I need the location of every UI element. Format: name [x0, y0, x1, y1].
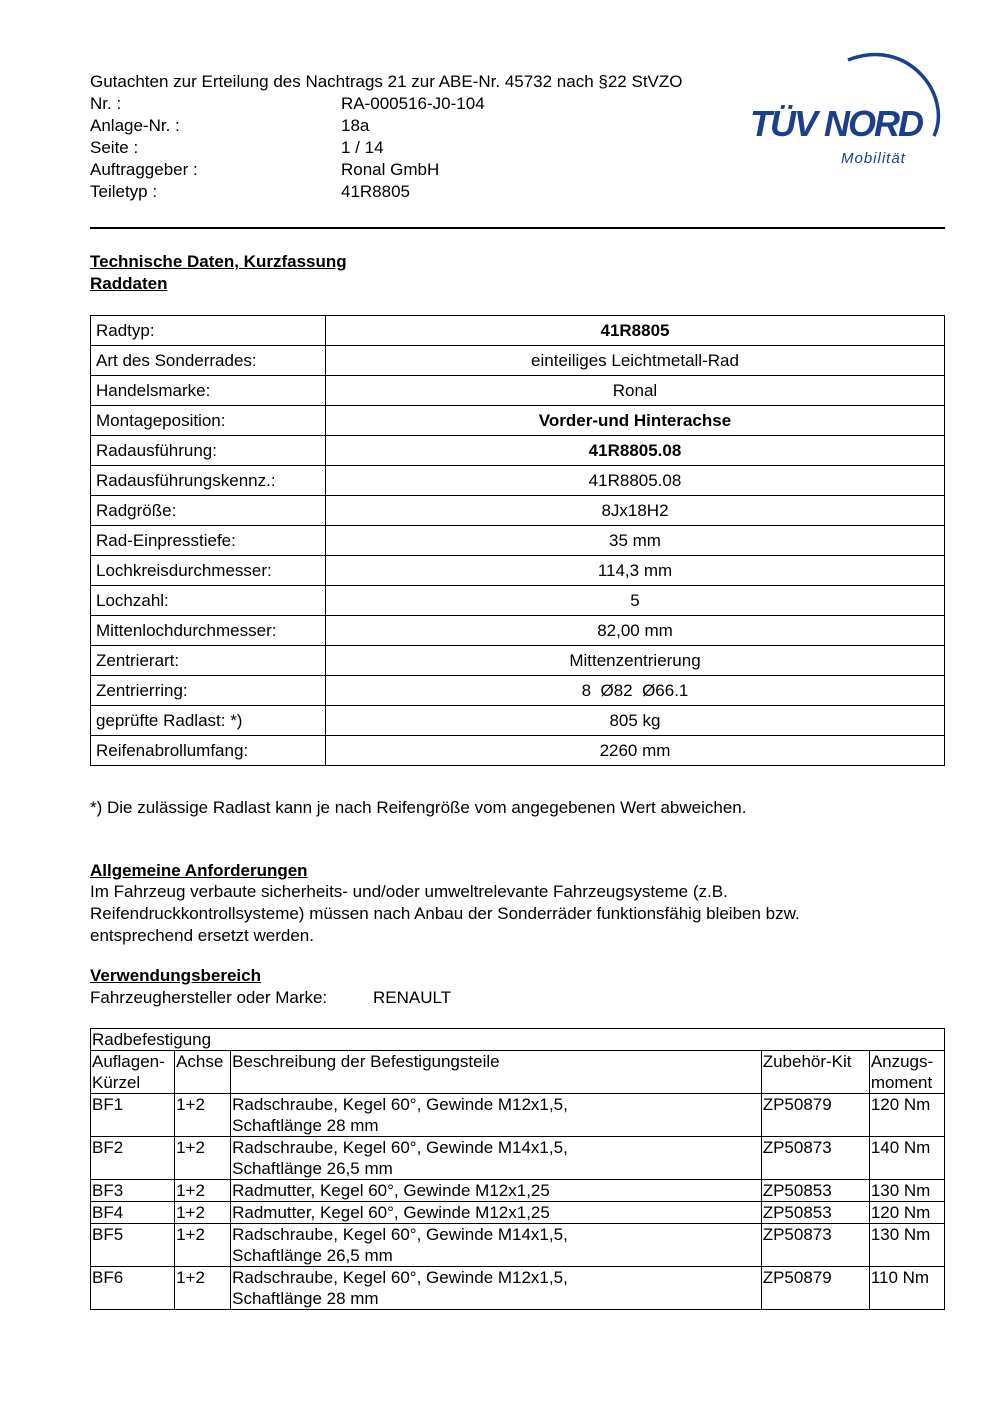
header-field-value: RA-000516-J0-104	[341, 94, 485, 113]
fixing-row	[91, 1224, 945, 1267]
fixing-description	[231, 1224, 762, 1267]
wheel-data-row	[91, 646, 945, 676]
fixing-row	[91, 1094, 945, 1137]
wheel-data-row	[91, 436, 945, 466]
wheel-data-label: Handelsmarke:	[91, 376, 326, 406]
fixing-description-line: Schaftlänge 28 mm	[232, 1116, 379, 1135]
header-field-label: Auftraggeber :	[90, 160, 198, 179]
wheel-data-value: 5	[326, 586, 945, 616]
wheel-data-row	[91, 706, 945, 736]
requirements-line: Reifendruckkontrollsysteme) müssen nach Anbau der Sonderräder funktionsfähig bleiben bzw.	[90, 904, 800, 923]
wheel-data-value: 82,00 mm	[326, 616, 945, 646]
fixing-row	[91, 1137, 945, 1180]
fixing-column-header	[231, 1051, 762, 1094]
wheel-data-value: Mittenzentrierung	[326, 646, 945, 676]
header-field-value: Ronal GmbH	[341, 160, 440, 179]
wheel-data-value: 8Jx18H2	[326, 496, 945, 526]
wheel-data-label: Rad-Einpresstiefe:	[91, 526, 326, 556]
logo-tagline: Mobilität	[841, 150, 906, 167]
fixing-column-header	[869, 1051, 944, 1094]
wheel-data-row	[91, 526, 945, 556]
requirements-text	[90, 881, 800, 947]
fixing-description	[231, 1094, 762, 1137]
fixing-column-header-line: Achse	[176, 1052, 224, 1071]
wheel-data-value: 8 Ø82 Ø66.1	[326, 676, 945, 706]
fixing-row	[91, 1267, 945, 1310]
header-field-label: Seite :	[90, 138, 139, 157]
header-field-label: Teiletyp :	[90, 182, 158, 201]
fixing-column-header-line: Beschreibung der Befestigungsteile	[232, 1052, 500, 1071]
document-header	[90, 71, 683, 203]
wheel-data-label: Zentrierart:	[91, 646, 326, 676]
wheel-data-value: 2260 mm	[326, 736, 945, 766]
wheel-data-label: Radtyp:	[91, 316, 326, 346]
fixing-column-header-line: Zubehör-Kit	[762, 1052, 852, 1071]
wheel-data-row	[91, 556, 945, 586]
requirements-line: entsprechend ersetzt werden.	[90, 926, 314, 945]
fixing-axle: 1+2	[175, 1202, 231, 1224]
wheel-data-value: 41R8805.08	[326, 436, 945, 466]
fixing-description-line: Radschraube, Kegel 60°, Gewinde M12x1,5,	[232, 1268, 568, 1287]
header-field-label: Nr. :	[90, 94, 122, 113]
fixing-column-header-line: Auflagen-	[92, 1052, 165, 1071]
fixing-description-line: Radschraube, Kegel 60°, Gewinde M14x1,5,	[232, 1138, 568, 1157]
wheel-data-table	[90, 315, 945, 766]
fixing-description-line: Radschraube, Kegel 60°, Gewinde M14x1,5,	[232, 1225, 568, 1244]
fixing-torque: 120 Nm	[869, 1202, 944, 1224]
tuv-nord-logo	[748, 46, 948, 176]
wheel-data-row	[91, 616, 945, 646]
fixing-kit: ZP50879	[761, 1267, 869, 1310]
fixing-column-header-line: Anzugs-	[870, 1052, 934, 1071]
wheel-data-value: Ronal	[326, 376, 945, 406]
wheel-data-label: Radausführung:	[91, 436, 326, 466]
fixing-axle: 1+2	[175, 1267, 231, 1310]
footnote: *) Die zulässige Radlast kann je nach Reifengröße vom angegebenen Wert abweichen.	[90, 798, 747, 817]
wheel-data-label: Zentrierring:	[91, 676, 326, 706]
fixing-description	[231, 1137, 762, 1180]
fixing-description-line: Schaftlänge 26,5 mm	[232, 1246, 393, 1265]
requirements-heading: Allgemeine Anforderungen	[90, 861, 308, 880]
header-field	[90, 137, 683, 159]
fixing-column-header-line: Kürzel	[92, 1073, 141, 1092]
wheel-data-row	[91, 376, 945, 406]
wheel-fixing-table	[90, 1028, 945, 1310]
fixing-header-row	[91, 1051, 945, 1094]
wheel-data-label: geprüfte Radlast: *)	[91, 706, 326, 736]
wheel-data-value: 41R8805	[326, 316, 945, 346]
fixing-description-line: Radmutter, Kegel 60°, Gewinde M12x1,25	[232, 1203, 550, 1222]
header-field-label: Anlage-Nr. :	[90, 116, 180, 135]
fixing-kit: ZP50873	[761, 1137, 869, 1180]
wheel-data-row	[91, 496, 945, 526]
header-divider	[90, 227, 945, 229]
wheel-data-label: Radausführungskennz.:	[91, 466, 326, 496]
wheel-data-value: Vorder-und Hinterachse	[326, 406, 945, 436]
header-field-value: 1 / 14	[341, 138, 384, 157]
fixing-description	[231, 1202, 762, 1224]
header-field	[90, 181, 683, 203]
fixing-torque: 110 Nm	[869, 1267, 944, 1310]
fixing-description-line: Schaftlänge 26,5 mm	[232, 1159, 393, 1178]
fixing-description	[231, 1267, 762, 1310]
fixing-code: BF2	[91, 1137, 175, 1180]
fixing-axle: 1+2	[175, 1180, 231, 1202]
fixing-description-line: Radmutter, Kegel 60°, Gewinde M12x1,25	[232, 1181, 550, 1200]
section-heading-tech: Technische Daten, Kurzfassung	[90, 252, 347, 271]
header-field	[90, 115, 683, 137]
header-field-value: 18a	[341, 116, 370, 135]
fixing-kit: ZP50879	[761, 1094, 869, 1137]
fixing-code: BF4	[91, 1202, 175, 1224]
fixing-axle: 1+2	[175, 1137, 231, 1180]
fixing-torque: 120 Nm	[869, 1094, 944, 1137]
fixing-kit: ZP50873	[761, 1224, 869, 1267]
fixing-description	[231, 1180, 762, 1202]
fixing-column-header	[91, 1051, 175, 1094]
wheel-data-label: Lochzahl:	[91, 586, 326, 616]
fixing-column-header-line: moment	[870, 1073, 933, 1092]
requirements-line: Im Fahrzeug verbaute sicherheits- und/oder umweltrelevante Fahrzeugsysteme (z.B.	[90, 882, 728, 901]
fixing-code: BF3	[91, 1180, 175, 1202]
wheel-data-value: einteiliges Leichtmetall-Rad	[326, 346, 945, 376]
usage-heading: Verwendungsbereich	[90, 966, 261, 985]
logo-brand-text: TÜV NORD	[750, 103, 922, 144]
fixing-torque: 130 Nm	[869, 1224, 944, 1267]
fixing-table-title: Radbefestigung	[91, 1029, 945, 1051]
fixing-column-header	[175, 1051, 231, 1094]
fixing-row	[91, 1202, 945, 1224]
fixing-kit: ZP50853	[761, 1180, 869, 1202]
wheel-data-label: Art des Sonderrades:	[91, 346, 326, 376]
usage-manufacturer	[90, 987, 451, 1009]
fixing-code: BF6	[91, 1267, 175, 1310]
fixing-torque: 140 Nm	[869, 1137, 944, 1180]
header-field	[90, 93, 683, 115]
wheel-data-row	[91, 466, 945, 496]
wheel-data-label: Radgröße:	[91, 496, 326, 526]
wheel-data-value: 114,3 mm	[326, 556, 945, 586]
wheel-data-row	[91, 736, 945, 766]
wheel-data-label: Lochkreisdurchmesser:	[91, 556, 326, 586]
fixing-torque: 130 Nm	[869, 1180, 944, 1202]
wheel-data-row	[91, 346, 945, 376]
document-title: Gutachten zur Erteilung des Nachtrags 21 zur ABE-Nr. 45732 nach §22 StVZO	[90, 72, 683, 91]
wheel-data-row	[91, 406, 945, 436]
wheel-data-label: Reifenabrollumfang:	[91, 736, 326, 766]
wheel-data-value: 35 mm	[326, 526, 945, 556]
usage-label: Fahrzeughersteller oder Marke:	[90, 988, 328, 1007]
fixing-description-line: Schaftlänge 28 mm	[232, 1289, 379, 1308]
header-field	[90, 159, 683, 181]
usage-value: RENAULT	[373, 988, 452, 1007]
fixing-column-header	[761, 1051, 869, 1094]
fixing-code: BF1	[91, 1094, 175, 1137]
wheel-data-value: 805 kg	[326, 706, 945, 736]
header-field-value: 41R8805	[341, 182, 411, 201]
wheel-data-row	[91, 676, 945, 706]
fixing-code: BF5	[91, 1224, 175, 1267]
wheel-data-label: Montageposition:	[91, 406, 326, 436]
fixing-axle: 1+2	[175, 1224, 231, 1267]
fixing-row	[91, 1180, 945, 1202]
wheel-data-row	[91, 316, 945, 346]
wheel-data-row	[91, 586, 945, 616]
wheel-data-value: 41R8805.08	[326, 466, 945, 496]
fixing-kit: ZP50853	[761, 1202, 869, 1224]
fixing-description-line: Radschraube, Kegel 60°, Gewinde M12x1,5,	[232, 1095, 568, 1114]
section-heading-raddaten: Raddaten	[90, 274, 168, 293]
fixing-axle: 1+2	[175, 1094, 231, 1137]
wheel-data-label: Mittenlochdurchmesser:	[91, 616, 326, 646]
